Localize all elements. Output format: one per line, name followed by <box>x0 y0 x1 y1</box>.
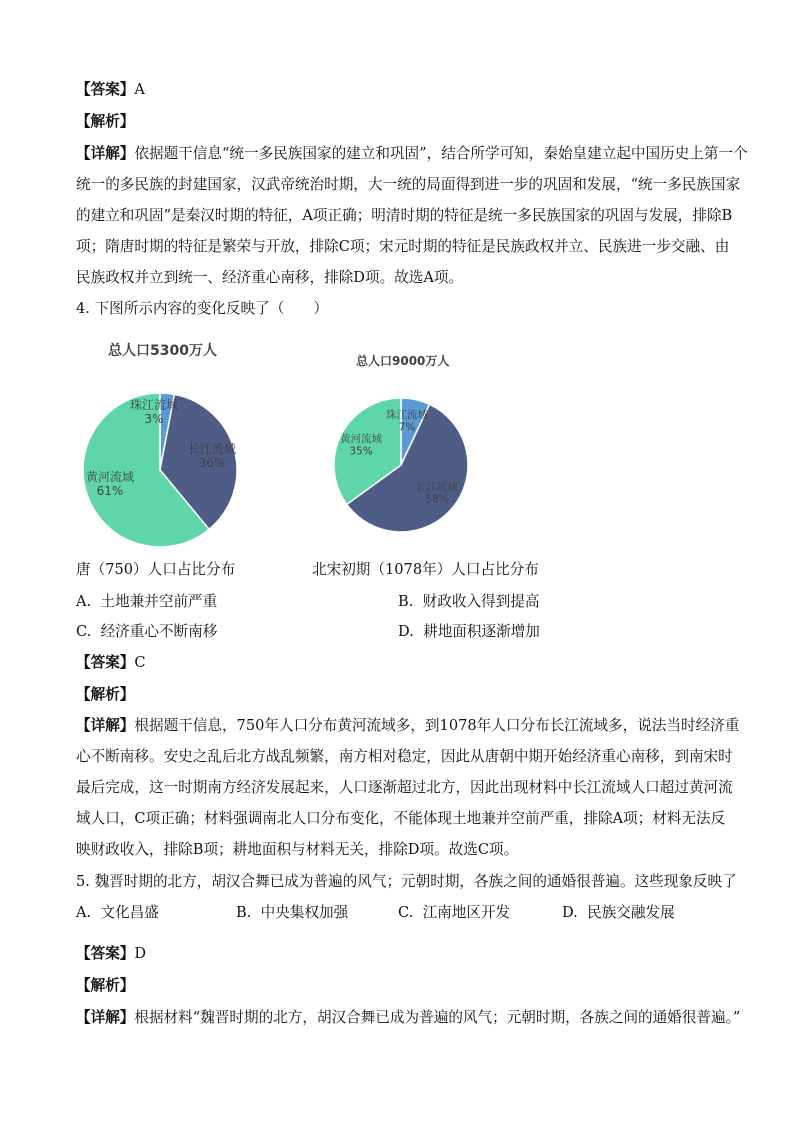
q5-option-c <box>398 903 510 923</box>
analysis-tag: 【解析】 <box>76 977 135 994</box>
detail-tag: 【详解】 <box>76 717 135 734</box>
paragraph-text: 依据题干信息“统一多民族国家的建立和巩固”，结合所学可知，秦始皇建立起中国历史上第一个 <box>134 145 748 162</box>
option-text: 土地兼并空前严重 <box>100 593 218 610</box>
q5-answer-line <box>76 944 146 964</box>
paragraph-line: 项；隋唐时期的特征是繁荣与开放，排除C项；宋元时期的特征是民族政权并立、民族进一步交融、由 <box>76 238 730 255</box>
pie-slice-percent: 58% <box>425 493 449 506</box>
analysis-tag: 【解析】 <box>76 113 135 130</box>
chart2-caption: 北宋初期（1078年）人口占比分布 <box>312 561 539 578</box>
option-text: 文化昌盛 <box>100 904 159 921</box>
chart1-title: 总人口5300万人 <box>108 343 217 359</box>
pie-slice-label: 黄河流域 <box>340 433 382 445</box>
chart1-caption: 唐（750）人口占比分布 <box>76 561 236 578</box>
pie-slice-percent: 7% <box>398 421 416 434</box>
pie-slice-label: 黄河流域 <box>85 470 135 484</box>
option-letter: B. <box>236 904 252 921</box>
q5-stem: 5. 魏晋时期的北方，胡汉合舞已成为普遍的风气；元朝时期，各族之间的通婚很普遍。这些现象反映了 <box>76 873 737 890</box>
paragraph-line: 域人口，C项正确；材料强调南北人口分布变化，不能体现土地兼并空前严重，排除A项；材料无法反 <box>76 810 726 827</box>
option-text: 中央集权加强 <box>260 904 349 921</box>
option-text: 经济重心不断南移 <box>100 623 218 640</box>
q5-option-a <box>76 903 159 923</box>
q5-detail-line <box>76 1008 740 1028</box>
chart2-title: 总人口9000万人 <box>356 354 450 368</box>
paragraph-text: 根据材料“魏晋时期的北方，胡汉合舞已成为普遍的风气；元朝时期，各族之间的通婚很普遍。” <box>134 1009 741 1026</box>
q4-detail-line <box>76 716 739 736</box>
paragraph-line: 民族政权并立到统一、经济重心南移，排除D项。故选A项。 <box>76 269 464 286</box>
q3-answer-line <box>76 80 145 100</box>
answer-value: D <box>134 945 147 962</box>
pie-slice-label: 珠江流域 <box>129 398 179 412</box>
detail-tag: 【详解】 <box>76 1009 135 1026</box>
pie-slice-label: 珠江流域 <box>386 409 428 421</box>
option-letter: D. <box>398 623 414 640</box>
answer-tag: 【答案】 <box>76 945 135 962</box>
q4-option-c <box>76 622 217 642</box>
q4-option-a <box>76 592 217 612</box>
q4-analysis-tag <box>76 685 134 705</box>
q3-detail-line <box>76 144 748 164</box>
option-letter: C. <box>76 623 92 640</box>
pie-slice-label: 长江流域 <box>187 442 237 456</box>
pie-slice-percent: 3% <box>144 412 164 426</box>
option-letter: A. <box>76 904 92 921</box>
pie-chart-tang <box>70 385 250 555</box>
answer-tag: 【答案】 <box>76 654 135 671</box>
option-letter: B. <box>398 593 414 610</box>
detail-tag: 【详解】 <box>76 145 135 162</box>
paragraph-line: 的建立和巩固”是秦汉时期的特征，A项正确；明清时期的特征是统一多民族国家的巩固与发展，排除B <box>76 207 733 224</box>
pie-slice-percent: 61% <box>96 484 124 498</box>
q4-option-b <box>398 592 539 612</box>
q3-analysis-tag <box>76 112 134 132</box>
answer-tag: 【答案】 <box>76 81 135 98</box>
option-letter: A. <box>76 593 92 610</box>
option-text: 民族交融发展 <box>587 904 675 921</box>
option-letter: C. <box>398 904 414 921</box>
pie-slice-percent: 36% <box>198 456 226 470</box>
option-text: 财政收入得到提高 <box>422 593 540 610</box>
paragraph-line: 映财政收入，排除B项；耕地面积与材料无关，排除D项。故选C项。 <box>76 841 519 858</box>
q4-stem: 4. 下图所示内容的变化反映了（ ） <box>76 300 329 317</box>
analysis-tag: 【解析】 <box>76 686 135 703</box>
paragraph-line: 心不断南移。安史之乱后北方战乱频繁，南方相对稳定，因此从唐朝中期开始经济重心南移，到南宋时 <box>76 748 733 765</box>
paragraph-text: 根据题干信息，750年人口分布黄河流域多，到1078年人口分布长江流域多，说法当时经济重 <box>134 717 740 734</box>
q5-option-d <box>562 903 675 923</box>
pie-chart-song <box>325 390 475 540</box>
option-letter: D. <box>562 904 578 921</box>
option-text: 耕地面积逐渐增加 <box>423 623 540 640</box>
answer-value: C <box>134 654 146 671</box>
paragraph-line: 最后完成，这一时期南方经济发展起来，人口逐渐超过北方，因此出现材料中长江流域人口超过黄河流 <box>76 779 733 796</box>
paragraph-line: 统一的多民族的封建国家，汉武帝统治时期，大一统的局面得到进一步的巩固和发展，“统一多民族国家 <box>76 176 741 193</box>
q5-analysis-tag <box>76 976 134 996</box>
option-text: 江南地区开发 <box>422 904 511 921</box>
pie-slice-label: 长江流域 <box>416 481 458 493</box>
q4-option-d <box>398 622 540 642</box>
answer-value: A <box>134 81 145 98</box>
q5-option-b <box>236 903 348 923</box>
pie-slice-percent: 35% <box>349 445 373 458</box>
q4-answer-line <box>76 653 146 673</box>
